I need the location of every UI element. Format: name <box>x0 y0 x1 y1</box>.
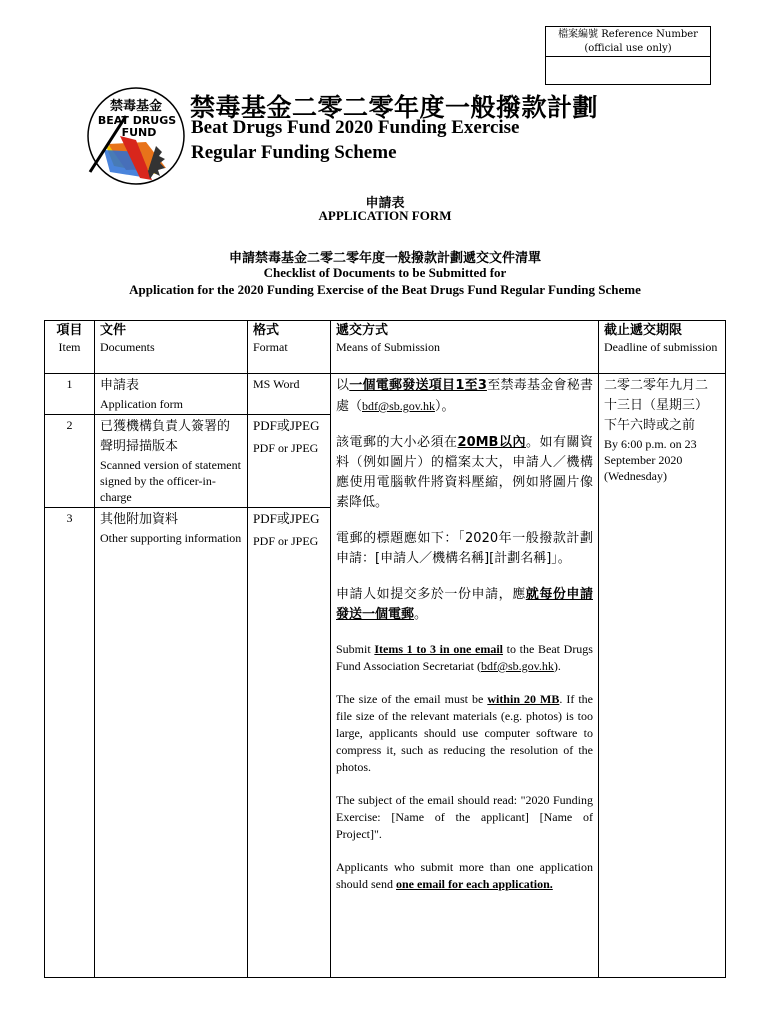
table-row <box>45 374 726 415</box>
title-english-line2: Regular Funding Scheme <box>191 142 397 163</box>
means-en-para1: Submit Items 1 to 3 in one email to the Beat Drugs Fund Association Secretariat (bdf@sb.gov.hk). <box>336 642 593 673</box>
header-deadline: 截止遞交期限 Deadline of submission <box>599 321 726 374</box>
header-format: 格式 Format <box>248 321 331 374</box>
title-english-line1: Beat Drugs Fund 2020 Funding Exercise <box>191 117 520 138</box>
email-link-en[interactable]: bdf@sb.gov.hk <box>480 659 554 673</box>
row2-format: PDF或JPEG PDF or JPEG <box>248 415 331 508</box>
form-title-english: APPLICATION FORM <box>318 208 452 223</box>
deadline-zh: 二零二零年九月二十三日（星期三）下午六時或之前 <box>604 378 709 433</box>
deadline-en: By 6:00 p.m. on 23 September 2020 (Wednesday) <box>604 437 697 483</box>
header-item: 項目 Item <box>45 321 95 374</box>
means-en-para2: The size of the email must be within 20 MB. If the file size of the relevant materials (e.g. photos) is too large, applicants should use computer software to compress it, such as reducing the resolution of the photos. <box>336 692 593 774</box>
logo-text-en2: FUND <box>121 126 157 139</box>
means-zh-para3: 電郵的標題應如下：「2020年一般撥款計劃申請：[申請人／機構名稱][計劃名稱]」。 <box>336 531 593 566</box>
checklist-title-chinese: 申請禁毒基金二零二零年度一般撥款計劃遞交文件清單 <box>228 251 541 266</box>
reference-number-field[interactable] <box>546 57 710 84</box>
checklist-title-english-2: Application for the 2020 Funding Exercise of the Beat Drugs Fund Regular Funding Scheme <box>129 282 641 297</box>
row1-document: 申請表 Application form <box>95 374 248 415</box>
row2-item: 2 <box>45 415 95 508</box>
checklist-table <box>44 320 726 978</box>
logo-text-en1: BEAT DRUGS <box>97 114 177 127</box>
logo-text-zh: 禁毒基金 <box>109 99 163 114</box>
row2-document: 已獲機構負責人簽署的聲明掃描版本 Scanned version of statement signed by the officer-in-charge <box>95 415 248 508</box>
row3-format: PDF或JPEG PDF or JPEG <box>248 508 331 978</box>
checklist-title-english-1: Checklist of Documents to be Submitted for <box>263 265 507 280</box>
means-en-para4: Applicants who submit more than one application should send one email for each application. <box>336 860 593 891</box>
title-chinese: 禁毒基金二零二零年度一般撥款計劃 <box>190 93 599 122</box>
row3-item: 3 <box>45 508 95 978</box>
row1-item: 1 <box>45 374 95 415</box>
deadline-cell <box>599 374 726 978</box>
header-means: 遞交方式 Means of Submission <box>331 321 599 374</box>
means-en-para3: The subject of the email should read: "2020 Funding Exercise: [Name of the applicant] [Name of Project]". <box>336 793 593 841</box>
reference-label-line2: (official use only) <box>584 43 672 54</box>
header-documents: 文件 Documents <box>95 321 248 374</box>
email-link-zh[interactable]: bdf@sb.gov.hk <box>362 399 435 413</box>
row1-format: MS Word <box>248 374 331 415</box>
reference-number-box <box>545 26 711 85</box>
reference-label-line1: 檔案編號 Reference Number <box>558 29 698 40</box>
reference-number-label <box>546 27 710 57</box>
means-zh-para1: 以一個電郵發送項目1至3至禁毒基金會秘書處（bdf@sb.gov.hk）。 <box>336 378 593 414</box>
means-zh-para4: 申請人如提交多於一份申請，應就每份申請發送一個電郵。 <box>336 587 593 622</box>
form-title-chinese: 申請表 <box>365 196 405 211</box>
means-of-submission-cell <box>331 374 599 978</box>
table-header-row <box>45 321 726 374</box>
beat-drugs-fund-logo <box>86 86 186 186</box>
row3-document: 其他附加資料 Other supporting information <box>95 508 248 978</box>
means-zh-para2: 該電郵的大小必須在20MB以內。如有關資料（例如圖片）的檔案太大，申請人／機構應使用電腦軟件將資料壓縮，例如將圖片像素降低。 <box>336 435 593 510</box>
